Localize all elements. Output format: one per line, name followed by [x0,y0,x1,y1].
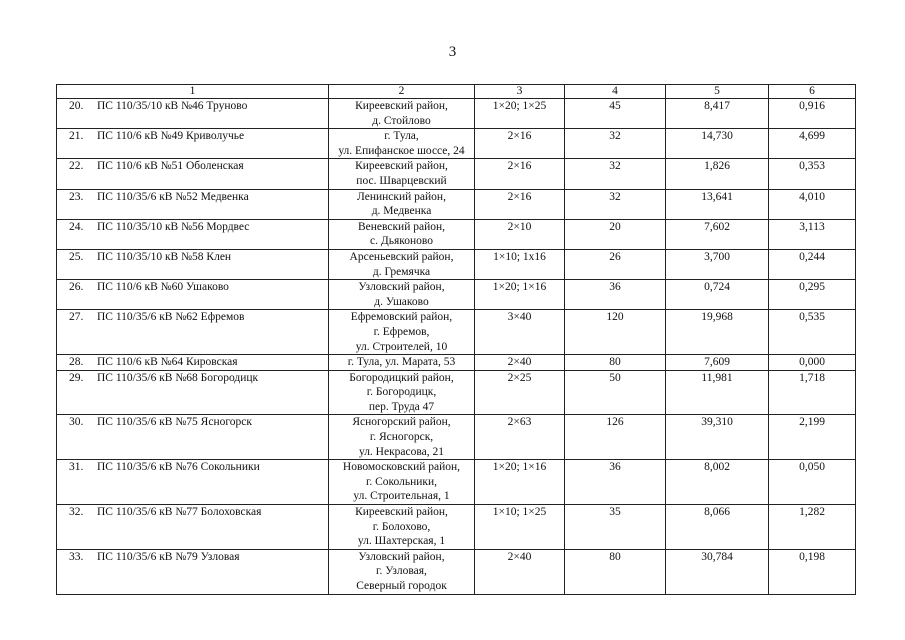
substation-name: ПС 110/35/6 кВ №62 Ефремов [97,311,245,324]
capacity-cell: 32 [565,189,666,219]
row-number: 28. [69,356,84,369]
reserve-cell: 0,916 [769,99,856,129]
address-line: г. Богородицк, [366,386,437,399]
table-row [57,189,856,219]
transformer-cell: 2×16 [475,189,565,219]
substation-name: ПС 110/35/10 кВ №58 Клен [97,250,232,263]
row-number: 21. [69,130,84,143]
reserve-cell: 0,244 [769,249,856,279]
address-line: Богородицкий район, [349,371,454,384]
capacity-cell: 45 [565,99,666,129]
transformer-cell: 2×16 [475,129,565,159]
substation-cell [57,460,329,505]
address-line: Ясногорский район, [352,416,451,429]
address-line: д. Ушаково [374,295,429,308]
table-row [57,460,856,505]
substation-cell [57,415,329,460]
address-line: г. Сокольники, [365,475,438,488]
transformer-cell: 3×40 [475,310,565,355]
address-cell [329,370,475,415]
column-header: 5 [666,85,769,99]
column-header: 4 [565,85,666,99]
capacity-cell: 80 [565,549,666,594]
table-row [57,99,856,129]
address-line: ул. Некрасова, 21 [358,445,445,458]
load-cell: 14,730 [666,129,769,159]
substation-name: ПС 110/35/6 кВ №75 Ясногорск [97,416,252,429]
load-cell: 1,826 [666,159,769,189]
capacity-cell: 126 [565,415,666,460]
address-cell [329,355,475,371]
capacity-cell: 35 [565,505,666,550]
column-header: 6 [769,85,856,99]
substation-cell [57,129,329,159]
substation-name: ПС 110/6 кВ №51 Оболенская [97,160,244,173]
table-row [57,505,856,550]
substation-name: ПС 110/6 кВ №64 Кировская [97,356,238,369]
table-row [57,370,856,415]
capacity-cell: 80 [565,355,666,371]
transformer-cell: 2×63 [475,415,565,460]
address-line: с. Дьяконово [370,235,433,248]
transformer-cell: 2×40 [475,549,565,594]
transformer-cell: 2×25 [475,370,565,415]
address-line: ул. Строителей, 10 [355,340,448,353]
row-number: 24. [69,220,84,233]
address-cell [329,505,475,550]
address-line: Киреевский район, [355,160,448,173]
row-number: 32. [69,506,84,519]
load-cell: 0,724 [666,280,769,310]
substation-cell [57,549,329,594]
substation-cell [57,280,329,310]
address-line: Ефремовский район, [350,311,453,324]
address-line: пос. Шварцевский [356,174,447,187]
transformer-cell: 2×16 [475,159,565,189]
load-cell: 39,310 [666,415,769,460]
address-cell [329,189,475,219]
address-line: пер. Труда 47 [368,400,435,413]
reserve-cell: 4,699 [769,129,856,159]
substation-cell [57,370,329,415]
reserve-cell: 4,010 [769,189,856,219]
address-line: Арсеньевский район, [349,250,454,263]
substation-cell [57,159,329,189]
transformer-cell: 2×40 [475,355,565,371]
address-cell [329,129,475,159]
address-cell [329,310,475,355]
capacity-cell: 36 [565,460,666,505]
capacity-cell: 36 [565,280,666,310]
address-line: Киреевский район, [355,506,448,519]
transformer-cell: 2×10 [475,219,565,249]
address-line: г. Болохово, [372,520,431,533]
table-row [57,549,856,594]
reserve-cell: 2,199 [769,415,856,460]
address-line: ул. Строительная, 1 [353,490,450,503]
capacity-cell: 32 [565,129,666,159]
table-row [57,249,856,279]
load-cell: 3,700 [666,249,769,279]
substation-name: ПС 110/35/6 кВ №68 Богородицк [97,371,259,384]
load-cell: 30,784 [666,549,769,594]
row-number: 25. [69,250,84,263]
substation-name: ПС 110/35/6 кВ №79 Узловая [97,550,240,563]
substation-cell [57,189,329,219]
capacity-cell: 20 [565,219,666,249]
transformer-cell: 1×20; 1×25 [475,99,565,129]
substation-name: ПС 110/6 кВ №49 Криволучье [97,130,245,143]
reserve-cell: 3,113 [769,219,856,249]
address-line: ул. Шахтерская, 1 [357,535,446,548]
reserve-cell: 0,535 [769,310,856,355]
column-header: 1 [57,85,329,99]
reserve-cell: 0,198 [769,549,856,594]
row-number: 31. [69,461,84,474]
address-line: Новомосковский район, [342,461,461,474]
table-row [57,159,856,189]
substation-name: ПС 110/35/10 кВ №46 Труново [97,100,248,112]
substation-cell [57,249,329,279]
transformer-cell: 1×10; 1x16 [475,249,565,279]
substation-name: ПС 110/6 кВ №60 Ушаково [97,281,229,294]
address-cell [329,219,475,249]
address-line: Ленинский район, [357,190,446,203]
load-cell: 7,602 [666,219,769,249]
table-row [57,415,856,460]
column-header: 3 [475,85,565,99]
substation-name: ПС 110/35/6 кВ №76 Сокольники [97,461,260,474]
address-cell [329,280,475,310]
substation-cell [57,310,329,355]
column-header: 2 [329,85,475,99]
address-cell [329,549,475,594]
substation-cell [57,99,329,129]
load-cell: 13,641 [666,189,769,219]
transformer-cell: 1×10; 1×25 [475,505,565,550]
substation-name: ПС 110/35/6 кВ №52 Медвенка [97,190,249,203]
load-cell: 8,417 [666,99,769,129]
address-line: Узловский район, [358,281,445,294]
row-number: 20. [69,100,84,112]
capacity-cell: 32 [565,159,666,189]
address-line: д. Стойлово [372,114,431,127]
substation-cell [57,505,329,550]
table-row [57,310,856,355]
substation-name: ПС 110/35/6 кВ №77 Болоховская [97,506,262,519]
row-number: 22. [69,160,84,173]
address-line: г. Тула, [384,130,419,143]
table-header-row [57,85,856,99]
reserve-cell: 0,353 [769,159,856,189]
load-cell: 11,981 [666,370,769,415]
address-line: г. Ефремов, [373,325,430,338]
address-line: Киреевский район, [355,100,448,112]
table-row [57,219,856,249]
address-cell [329,415,475,460]
address-line: Северный городок [356,580,447,592]
substation-cell [57,219,329,249]
transformer-cell: 1×20; 1×16 [475,460,565,505]
capacity-cell: 120 [565,310,666,355]
reserve-cell: 0,000 [769,355,856,371]
load-cell: 19,968 [666,310,769,355]
load-cell: 7,609 [666,355,769,371]
address-cell [329,460,475,505]
address-cell [329,249,475,279]
reserve-cell: 0,295 [769,280,856,310]
address-line: д. Гремячка [372,265,431,278]
address-line: Узловский район, [358,550,445,563]
load-cell: 8,066 [666,505,769,550]
table-row [57,129,856,159]
row-number: 23. [69,190,84,203]
substation-name: ПС 110/35/10 кВ №56 Мордвес [97,220,250,233]
row-number: 26. [69,281,84,294]
address-line: г. Тула, ул. Марата, 53 [347,356,456,369]
table-row [57,355,856,371]
reserve-cell: 1,282 [769,505,856,550]
row-number: 30. [69,416,84,429]
reserve-cell: 1,718 [769,370,856,415]
address-line: д. Медвенка [371,205,432,218]
substation-cell [57,355,329,371]
address-cell [329,99,475,129]
address-line: г. Ясногорск, [369,431,434,444]
row-number: 33. [69,550,84,563]
address-line: ул. Епифанское шоссе, 24 [338,144,465,157]
transformer-cell: 1×20; 1×16 [475,280,565,310]
address-line: г. Узловая, [376,565,427,578]
page-number: 3 [448,44,457,60]
reserve-cell: 0,050 [769,460,856,505]
row-number: 29. [69,371,84,384]
substation-table [56,84,856,595]
capacity-cell: 50 [565,370,666,415]
address-cell [329,159,475,189]
load-cell: 8,002 [666,460,769,505]
address-line: Веневский район, [357,220,446,233]
capacity-cell: 26 [565,249,666,279]
row-number: 27. [69,311,84,324]
table-row [57,280,856,310]
